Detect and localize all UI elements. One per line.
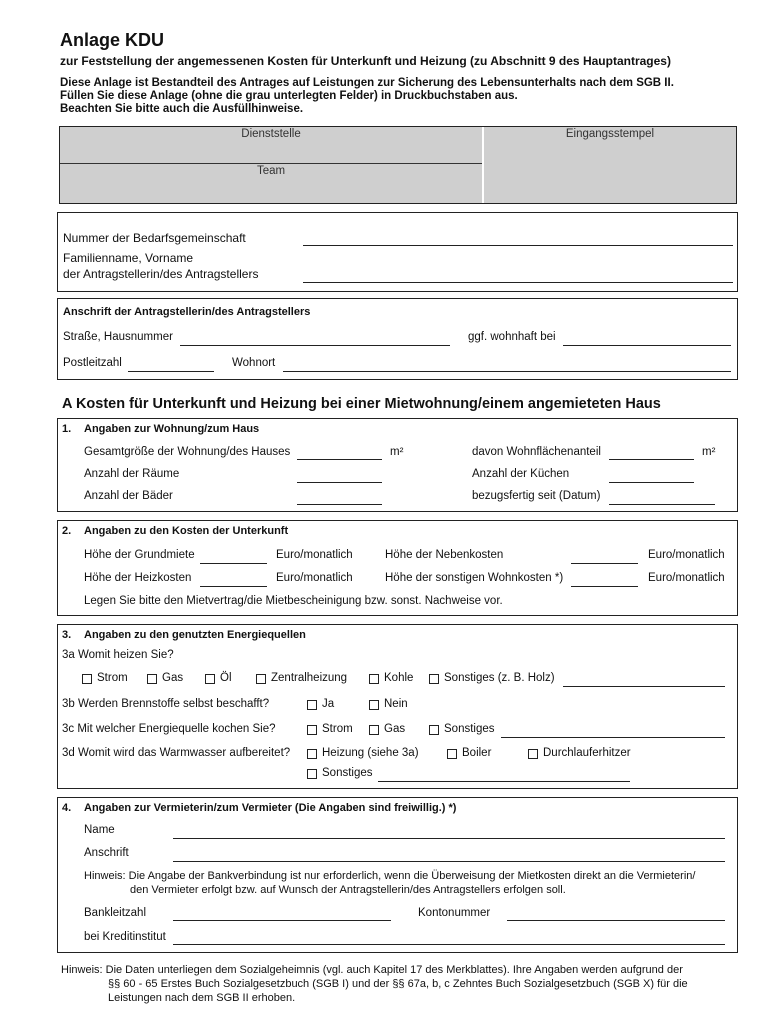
heating-costs-field[interactable] <box>200 586 267 587</box>
zip-label: Postleitzahl <box>63 357 122 369</box>
base-rent-field[interactable] <box>200 563 267 564</box>
baths-field[interactable] <box>297 504 382 505</box>
heat-central-checkbox[interactable] <box>256 674 266 684</box>
per-month-2: Euro/monatlich <box>648 549 725 561</box>
city-field[interactable] <box>283 371 731 372</box>
office-line <box>60 163 482 164</box>
bg-number-field[interactable] <box>303 245 733 246</box>
ready-since-field[interactable] <box>609 504 715 505</box>
kitchens-label: Anzahl der Küchen <box>472 468 570 480</box>
city-label: Wohnort <box>232 357 276 369</box>
baths-label: Anzahl der Bäder <box>84 490 173 502</box>
cook-other-checkbox[interactable] <box>429 725 439 735</box>
subtitle: zur Feststellung der angemessenen Kosten für Unterkunft und Heizung (zu Abschnitt 9 des Hauptantrages) <box>60 54 671 68</box>
s4-num: 4. <box>62 802 72 814</box>
total-size-field[interactable] <box>297 459 382 460</box>
q3c-label: 3c Mit welcher Energiequelle kochen Sie? <box>62 723 276 735</box>
intro-line-1: Diese Anlage ist Bestandteil des Antrages auf Leistungen zur Sicherung des Lebensunterhalts nach dem SGB II. <box>60 77 674 89</box>
bank-code-field[interactable] <box>173 920 391 921</box>
team-label: Team <box>256 165 286 177</box>
s3-num: 3. <box>62 629 72 641</box>
cook-strom-label: Strom <box>322 723 353 735</box>
water-flow-heater-checkbox[interactable] <box>528 749 538 759</box>
heating-costs-label: Höhe der Heizkosten <box>84 572 192 584</box>
water-heating-label: Heizung (siehe 3a) <box>322 747 419 759</box>
eingangsstempel-label: Eingangsstempel <box>565 128 655 140</box>
account-label: Kontonummer <box>418 907 491 919</box>
landlord-address-field[interactable] <box>173 861 725 862</box>
heat-other-label: Sonstiges (z. B. Holz) <box>444 672 555 684</box>
cook-gas-checkbox[interactable] <box>369 725 379 735</box>
footer-line-2: §§ 60 - 65 Erstes Buch Sozialgesetzbuch (SGB I) und der §§ 67a, b, c Zehntes Buch Sozialgesetzbuch (SGB X) für die <box>108 978 688 990</box>
q3d-label: 3d Womit wird das Warmwasser aufbereitet? <box>62 747 291 759</box>
water-boiler-checkbox[interactable] <box>447 749 457 759</box>
dienststelle-label: Dienststelle <box>241 128 301 140</box>
fuel-yes-checkbox[interactable] <box>307 700 317 710</box>
water-other-label: Sonstiges <box>322 767 373 779</box>
address-heading: Anschrift der Antragstellerin/des Antragstellers <box>63 306 311 318</box>
water-heating-checkbox[interactable] <box>307 749 317 759</box>
footer-line-3: Leistungen nach dem SGB II erhoben. <box>108 992 296 1004</box>
heat-other-checkbox[interactable] <box>429 674 439 684</box>
landlord-name-label: Name <box>84 824 115 836</box>
heat-gas-checkbox[interactable] <box>147 674 157 684</box>
name-label-1: Familienname, Vorname <box>63 251 194 265</box>
heat-oel-checkbox[interactable] <box>205 674 215 684</box>
s2-num: 2. <box>62 525 72 537</box>
fuel-yes-label: Ja <box>322 698 335 710</box>
page-title: Anlage KDU <box>60 30 165 50</box>
footer-line-1: Hinweis: Die Daten unterliegen dem Sozialgeheimnis (vgl. auch Kapitel 17 des Merkblattes). Ihre Angaben werden aufgrund der <box>61 964 683 976</box>
c-o-label: ggf. wohnhaft bei <box>468 331 556 343</box>
unit-m2-1: m² <box>390 446 404 458</box>
heat-central-label: Zentralheizung <box>271 672 348 684</box>
rooms-label: Anzahl der Räume <box>84 468 180 480</box>
base-rent-label: Höhe der Grundmiete <box>84 549 195 561</box>
bg-number-label: Nummer der Bedarfsgemeinschaft <box>63 231 246 245</box>
total-size-label: Gesamtgröße der Wohnung/des Hauses <box>84 446 291 458</box>
s4-hint-2: den Vermieter erfolgt bzw. auf Wunsch der Antragstellerin/des Antragstellers erfolgen soll. <box>130 884 566 896</box>
heat-gas-label: Gas <box>162 672 184 684</box>
heat-strom-checkbox[interactable] <box>82 674 92 684</box>
heat-other-field[interactable] <box>563 686 725 687</box>
water-boiler-label: Boiler <box>462 747 492 759</box>
section-a-title: A Kosten für Unterkunft und Heizung bei einer Mietwohnung/einem angemieteten Haus <box>62 396 661 412</box>
extra-costs-label: Höhe der Nebenkosten <box>385 549 504 561</box>
bank-code-label: Bankleitzahl <box>84 907 147 919</box>
heat-oel-label: Öl <box>220 672 232 684</box>
street-field[interactable] <box>180 345 450 346</box>
fuel-no-label: Nein <box>384 698 408 710</box>
water-other-field[interactable] <box>378 781 630 782</box>
street-label: Straße, Hausnummer <box>63 331 173 343</box>
intro-line-3: Beachten Sie bitte auch die Ausfüllhinweise. <box>60 103 304 115</box>
s2-heading: Angaben zu den Kosten der Unterkunft <box>84 525 289 537</box>
water-other-checkbox[interactable] <box>307 769 317 779</box>
q3a-label: 3a Womit heizen Sie? <box>62 649 174 661</box>
intro-line-2: Füllen Sie diese Anlage (ohne die grau unterlegten Felder) in Druckbuchstaben aus. <box>60 90 518 102</box>
heat-coal-label: Kohle <box>384 672 414 684</box>
heat-coal-checkbox[interactable] <box>369 674 379 684</box>
per-month-4: Euro/monatlich <box>648 572 725 584</box>
water-flow-heater-label: Durchlauferhitzer <box>543 747 631 759</box>
cook-other-field[interactable] <box>501 737 725 738</box>
account-field[interactable] <box>507 920 725 921</box>
name-label-2: der Antragstellerin/des Antragstellers <box>63 267 259 281</box>
s4-hint-1: Hinweis: Die Angabe der Bankverbindung ist nur erforderlich, wenn die Überweisung der Mietkosten direkt an die Vermieterin/ <box>84 870 696 882</box>
bank-label: bei Kreditinstitut <box>84 931 166 943</box>
landlord-name-field[interactable] <box>173 838 725 839</box>
cook-strom-checkbox[interactable] <box>307 725 317 735</box>
cook-gas-label: Gas <box>384 723 406 735</box>
per-month-1: Euro/monatlich <box>276 549 353 561</box>
c-o-field[interactable] <box>563 345 731 346</box>
other-costs-field[interactable] <box>571 586 638 587</box>
q3b-label: 3b Werden Brennstoffe selbst beschafft? <box>62 698 270 710</box>
s3-heading: Angaben zu den genutzten Energiequellen <box>84 629 306 641</box>
living-share-field[interactable] <box>609 459 694 460</box>
s1-heading: Angaben zur Wohnung/zum Haus <box>84 423 260 435</box>
bank-field[interactable] <box>173 944 725 945</box>
rooms-field[interactable] <box>297 482 382 483</box>
zip-field[interactable] <box>128 371 214 372</box>
extra-costs-field[interactable] <box>571 563 638 564</box>
fuel-no-checkbox[interactable] <box>369 700 379 710</box>
name-field[interactable] <box>303 282 733 283</box>
s4-heading: Angaben zur Vermieterin/zum Vermieter (Die Angaben sind freiwillig.) *) <box>84 802 457 814</box>
cook-other-label: Sonstiges <box>444 723 495 735</box>
s2-note: Legen Sie bitte den Mietvertrag/die Mietbescheinigung bzw. sonst. Nachweise vor. <box>84 595 503 607</box>
s1-num: 1. <box>62 423 72 435</box>
kitchens-field[interactable] <box>609 482 694 483</box>
other-costs-label: Höhe der sonstigen Wohnkosten *) <box>385 572 564 584</box>
heat-strom-label: Strom <box>97 672 128 684</box>
unit-m2-2: m² <box>702 446 716 458</box>
living-share-label: davon Wohnflächenanteil <box>472 446 601 458</box>
ready-since-label: bezugsfertig seit (Datum) <box>472 490 601 502</box>
landlord-address-label: Anschrift <box>84 847 129 859</box>
per-month-3: Euro/monatlich <box>276 572 353 584</box>
